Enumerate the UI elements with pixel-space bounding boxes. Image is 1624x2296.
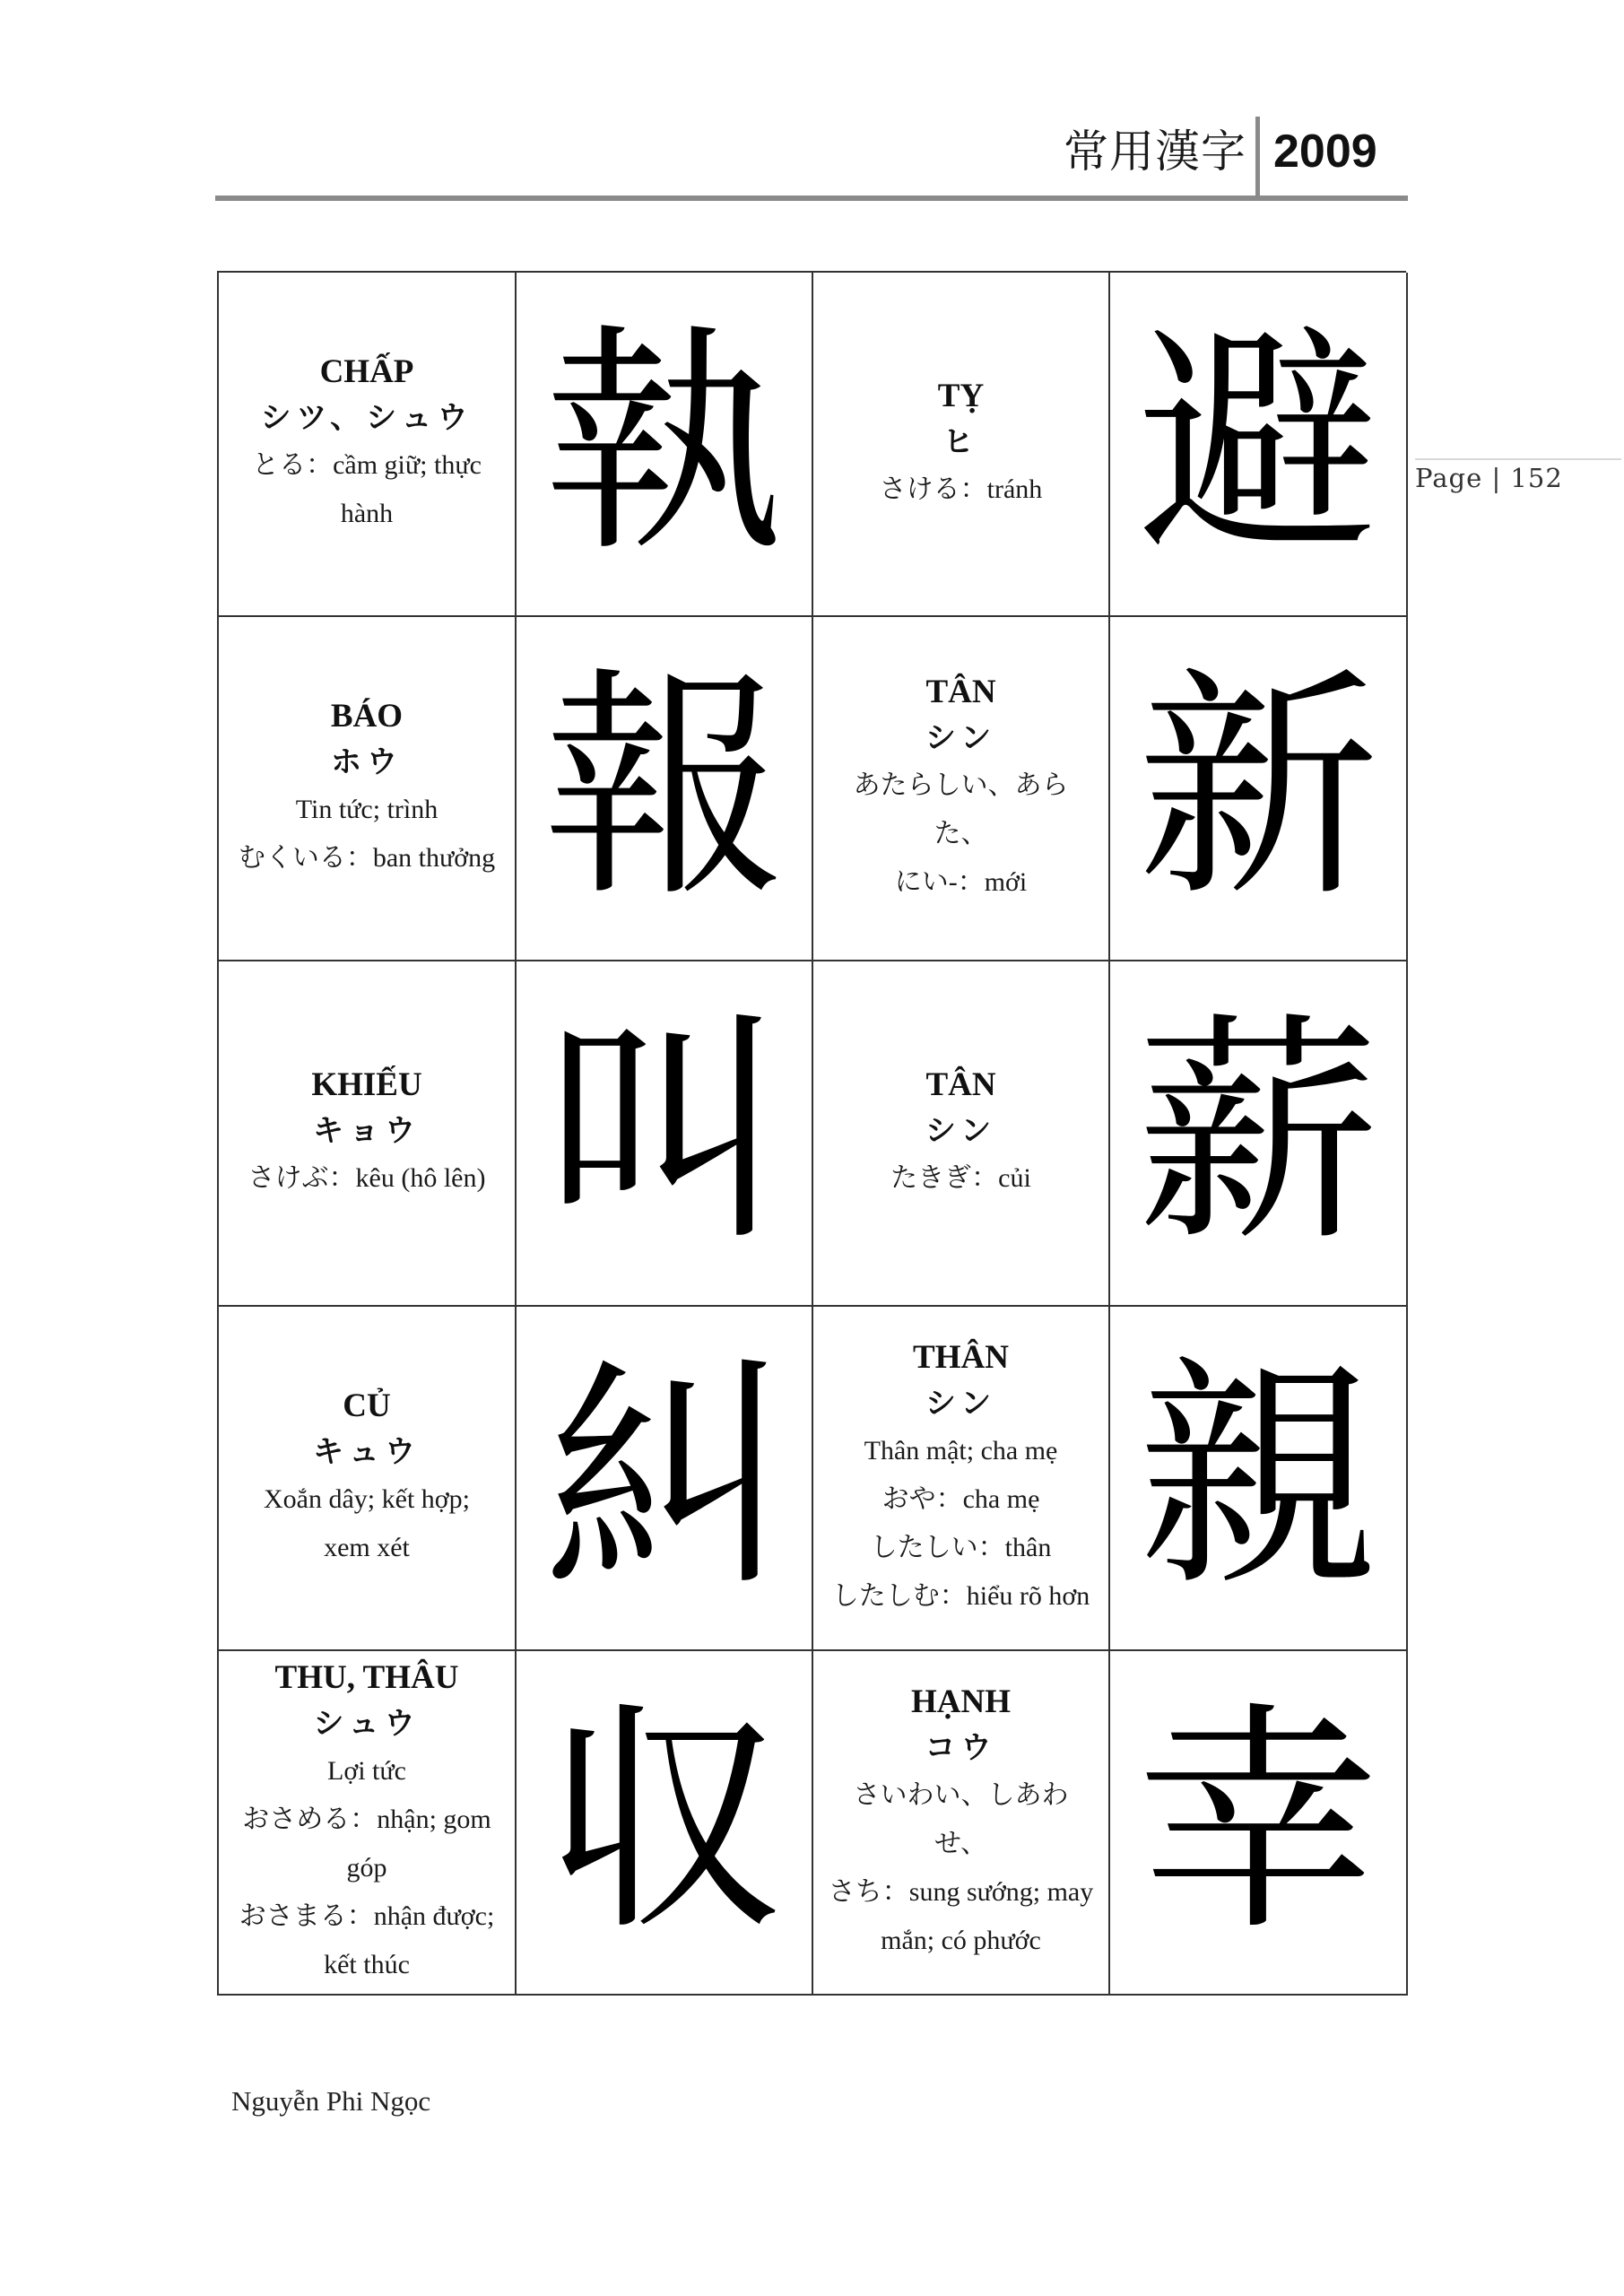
meaning-line: したしむ：hiểu rõ hơn xyxy=(831,1580,1090,1611)
kanji-character: 収 xyxy=(543,1680,786,1963)
hanviet-reading: CỦ xyxy=(343,1387,391,1424)
kanji-character: 親 xyxy=(1137,1335,1379,1619)
kanji-character: 新 xyxy=(1137,647,1379,930)
page-header xyxy=(215,117,1408,201)
meaning-line: hành xyxy=(340,499,394,529)
kanji-cell xyxy=(517,961,813,1306)
entry-info-cell xyxy=(813,961,1110,1306)
entry-info-cell xyxy=(813,273,1110,617)
kanji-character: 執 xyxy=(543,302,786,586)
onyomi-reading: キョウ xyxy=(313,1113,421,1150)
hanviet-reading: KHIẾU xyxy=(311,1066,422,1104)
onyomi-reading: ヒ xyxy=(942,424,979,461)
meaning-line: góp xyxy=(346,1852,387,1883)
hanviet-reading: BÁO xyxy=(330,698,404,735)
meaning-line: さち：sung sướng; may xyxy=(828,1876,1094,1907)
kanji-character: 糾 xyxy=(543,1335,786,1619)
kanji-cell xyxy=(517,1307,813,1651)
meaning-line: Xoắn dây; kết hợp; xyxy=(264,1483,470,1514)
header-title: 常用漢字 xyxy=(1064,126,1246,178)
header-rule xyxy=(215,196,1408,201)
kanji-cell xyxy=(1110,273,1408,617)
kanji-character: 報 xyxy=(543,647,786,930)
kanji-character: 幸 xyxy=(1137,1680,1379,1963)
meaning-line: Thân mật; cha mẹ xyxy=(864,1435,1058,1465)
hanviet-reading: TÂN xyxy=(925,1066,996,1104)
entry-info-cell xyxy=(219,1651,517,1996)
entry-info-cell xyxy=(219,961,517,1306)
onyomi-reading: コウ xyxy=(925,1729,997,1766)
entry-info-cell xyxy=(219,617,517,961)
header-year: 2009 xyxy=(1273,126,1377,178)
meaning-line: したしい：thân xyxy=(870,1532,1052,1562)
hanviet-reading: THÂN xyxy=(913,1338,1009,1376)
meaning-line: にい-：mới xyxy=(894,867,1028,898)
kanji-character: 薪 xyxy=(1137,991,1379,1274)
meaning-line: xem xét xyxy=(324,1532,410,1562)
hanviet-reading: CHẤP xyxy=(319,353,414,391)
meaning-line: おや：cha mẹ xyxy=(881,1483,1040,1514)
kanji-table xyxy=(217,271,1406,1996)
page-number: Page | 152 xyxy=(1415,463,1563,493)
meaning-line: さける：tránh xyxy=(879,474,1043,505)
meaning-line: さけぶ：kêu (hô lên) xyxy=(248,1163,486,1194)
onyomi-reading: ホウ xyxy=(331,744,403,781)
hanviet-reading: THU, THÂU xyxy=(274,1658,459,1696)
meaning-line: とる：cầm giữ; thực xyxy=(252,450,482,481)
meaning-line: たきぎ：củi xyxy=(890,1163,1031,1194)
meaning-line: kết thúc xyxy=(324,1949,410,1979)
hanviet-reading: TÂN xyxy=(925,674,996,711)
kanji-cell xyxy=(517,273,813,617)
onyomi-reading: シン xyxy=(925,1385,997,1422)
kanji-character: 叫 xyxy=(543,991,786,1274)
onyomi-reading: シン xyxy=(925,1113,997,1150)
footer-author: Nguyễn Phi Ngọc xyxy=(231,2085,431,2117)
page-number-rule xyxy=(1415,458,1621,460)
hanviet-reading: HẠNH xyxy=(911,1683,1011,1720)
entry-info-cell xyxy=(219,1307,517,1651)
kanji-cell xyxy=(1110,961,1408,1306)
kanji-cell xyxy=(517,1651,813,1996)
entry-info-cell xyxy=(813,1651,1110,1996)
hanviet-reading: TỴ xyxy=(937,378,985,415)
kanji-cell xyxy=(517,617,813,961)
meaning-line: Tin tức; trình xyxy=(295,795,439,825)
entry-info-cell xyxy=(813,617,1110,961)
meaning-line: おさまる：nhận được; xyxy=(239,1900,495,1931)
kanji-character: 避 xyxy=(1137,302,1379,586)
meaning-line: あたらしい、あらた、 xyxy=(853,770,1069,849)
onyomi-reading: キュウ xyxy=(313,1433,421,1470)
onyomi-reading: シツ、シュウ xyxy=(260,400,473,437)
meaning-line: さいわい、しあわせ、 xyxy=(853,1779,1069,1858)
meaning-line: Lợi tức xyxy=(327,1755,406,1786)
meaning-line: おさめる：nhận; gom xyxy=(242,1804,491,1834)
entry-info-cell xyxy=(219,273,517,617)
onyomi-reading: シン xyxy=(925,720,997,757)
header-divider xyxy=(1255,117,1260,199)
entry-info-cell xyxy=(813,1307,1110,1651)
kanji-cell xyxy=(1110,1307,1408,1651)
meaning-line: むくいる：ban thưởng xyxy=(238,843,496,874)
kanji-cell xyxy=(1110,617,1408,961)
onyomi-reading: シュウ xyxy=(313,1705,421,1742)
meaning-line: mắn; có phước xyxy=(881,1925,1041,1955)
kanji-cell xyxy=(1110,1651,1408,1996)
